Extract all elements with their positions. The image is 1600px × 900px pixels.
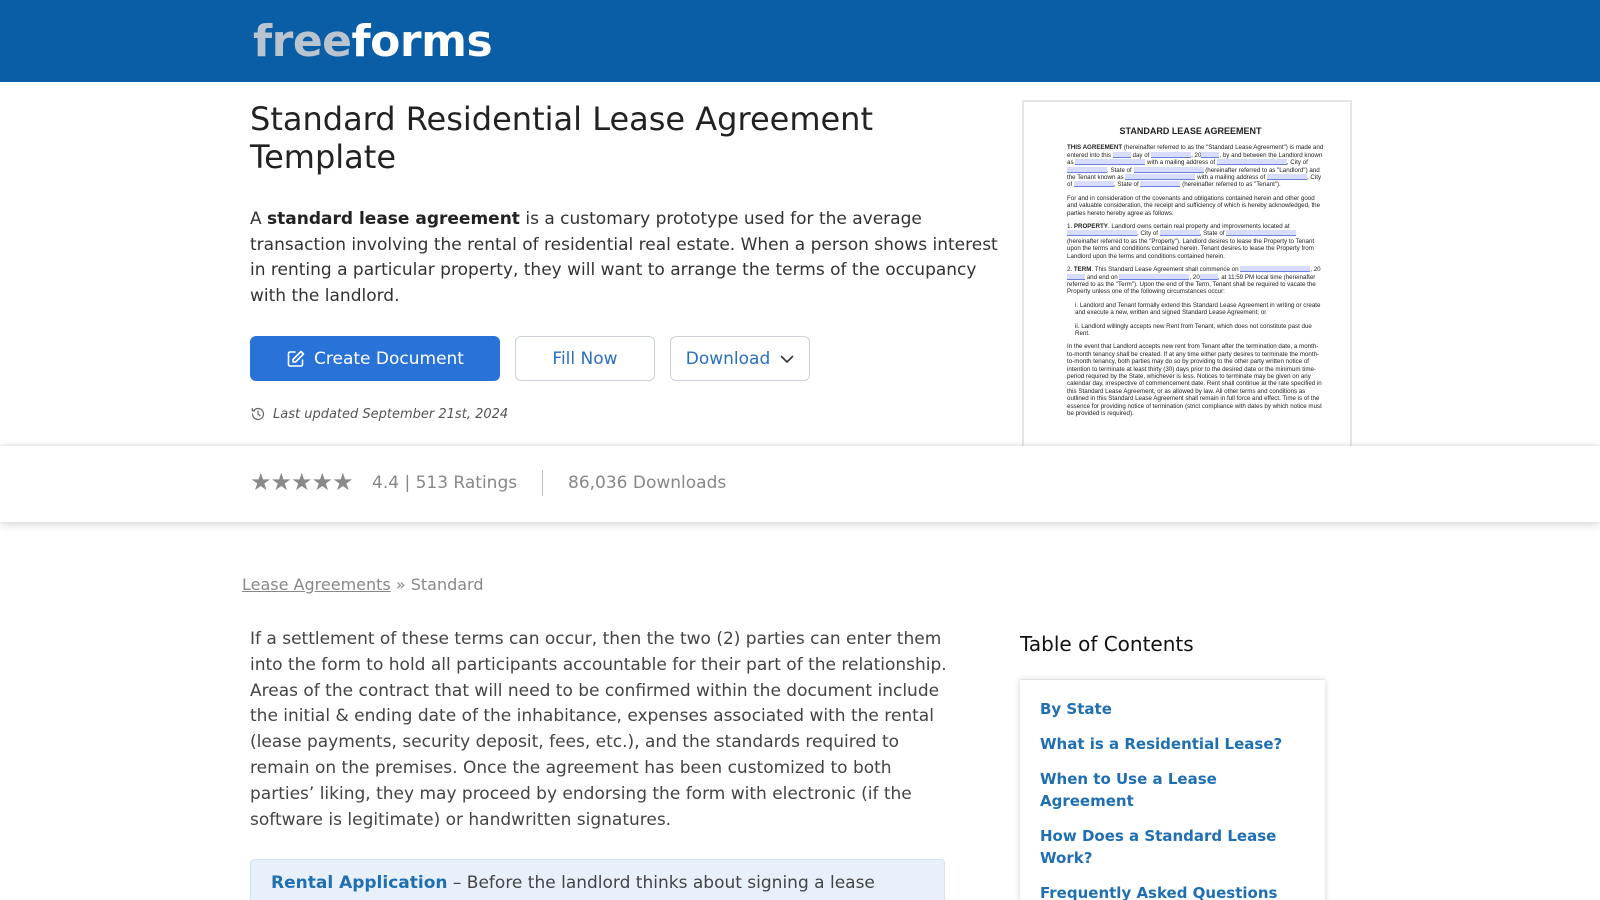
preview-p4-num: 2.	[1067, 266, 1074, 274]
history-icon	[250, 406, 266, 422]
preview-p4-rest: , at 11:59 PM local time (hereinafter referred to as the "Term"). Upon the end of the Term, Tenant shall be required to vacate the Property unless one of the following circumstances occur:	[1067, 273, 1316, 296]
logo-forms-text: forms	[351, 16, 493, 67]
toc-link-how-does-it-work[interactable]: How Does a Standard Lease Work?	[1040, 827, 1277, 867]
preview-p1-day: day of	[1132, 151, 1150, 159]
site-header	[0, 0, 1600, 82]
document-preview[interactable]	[1022, 100, 1352, 450]
edit-icon	[286, 349, 306, 369]
create-document-button[interactable]	[250, 336, 500, 381]
download-label: Download	[685, 348, 771, 369]
preview-p3-rest: (hereinafter referred to as the "Property"). Landlord desires to lease the Property to Tenant upon the terms and conditions contained herein. Tenant desires to lease the Property from Landlord upon the terms and conditions contained herein.	[1067, 237, 1315, 260]
fill-now-button[interactable]	[515, 336, 655, 381]
toc-link-by-state[interactable]: By State	[1040, 700, 1112, 718]
preview-p1-landlord: (hereinafter referred to as "Landlord") and the Tenant known as	[1067, 166, 1320, 182]
preview-p1-mailing2: with a mailing address of	[1197, 174, 1266, 182]
preview-p1-tenant: (hereinafter referred to as "Tenant").	[1182, 181, 1281, 189]
preview-p4-year2: , 20	[1189, 273, 1200, 281]
stats-bar	[0, 446, 1600, 522]
content-paragraph: If a settlement of these terms can occur, then the two (2) parties can enter them into the form to hold all participants accountable for their part of the relationship. Areas of the contract that will need to be confirmed within the document include the initial & ending date of the inhabitance, expenses associated with the rental (lease payments, security deposit, fees, etc.), and the standards required to remain on the premises. Once the agreement has been customized to both parties’ liking, they may proceed by endorsing the form with electronic (if the software is legitimate) or handwritten signatures.	[250, 629, 947, 830]
preview-paragraph-2: For and in consideration of the covenants and obligations contained herein and other good and valuable consideration, the receipt and sufficiency of which is hereby acknowledged, the parties hereto hereby agree as follows:	[1067, 194, 1321, 217]
preview-p4-text: . This Standard Lease Agreement shall commence on	[1091, 266, 1239, 274]
intro-paragraph	[250, 207, 1010, 309]
preview-p1-year: , 20	[1191, 151, 1202, 159]
preview-paragraph-5: i. Landlord and Tenant formally extend this Standard Lease Agreement in writing or create and execute a new, written and signed Standard Lease Agreement; or	[1075, 301, 1321, 317]
last-updated-text: Last updated September 21st, 2024	[273, 406, 509, 422]
create-document-label: Create Document	[314, 348, 464, 369]
callout-text: – Before the landlord thinks about signing a lease	[447, 873, 875, 893]
preview-p1-state: , State of	[1107, 166, 1132, 174]
breadcrumb-current: Standard	[410, 575, 484, 594]
preview-p1-mailing: with a mailing address of	[1147, 159, 1216, 167]
preview-paragraph-3	[1067, 223, 1324, 260]
last-updated	[250, 406, 508, 422]
toc-link-faq[interactable]: Frequently Asked Questions	[1040, 884, 1278, 900]
fill-now-label: Fill Now	[552, 348, 618, 369]
table-of-contents	[1020, 679, 1325, 900]
preview-p1-state2: , State of	[1113, 181, 1139, 189]
breadcrumb	[242, 575, 484, 594]
download-button[interactable]	[670, 336, 810, 381]
intro-bold: standard lease agreement	[267, 209, 520, 229]
preview-p1-bold: THIS AGREEMENT	[1067, 144, 1123, 152]
preview-paragraph-1	[1067, 144, 1324, 188]
preview-p3-city: , City of	[1137, 230, 1158, 238]
site-logo[interactable]	[253, 16, 492, 68]
logo-free-text: free	[253, 16, 352, 67]
rental-application-link[interactable]: Rental Application	[271, 873, 448, 893]
preview-p1-between: , by and between the Landlord known as	[1067, 151, 1323, 167]
breadcrumb-separator: »	[390, 575, 411, 594]
preview-p3-bold: PROPERTY	[1073, 223, 1108, 231]
preview-paragraph-6: ii. Landlord willingly accepts new Rent from Tenant, which does not constitute past due Rent.	[1075, 322, 1312, 337]
preview-p3-text: . Landlord owns certain real property and improvements located at	[1107, 223, 1290, 231]
intro-rest: is a customary prototype used for the average transaction involving the rental of residential real estate. When a person shows interest in renting a particular property, they will want to arrange the terms of the occupancy with the landlord.	[250, 209, 998, 306]
preview-p1-city: , City of	[1286, 159, 1308, 167]
toc-link-what-is-residential-lease[interactable]: What is a Residential Lease?	[1040, 735, 1283, 753]
rating-summary: 4.4 | 513 Ratings	[372, 473, 518, 493]
document-preview-title: STANDARD LEASE AGREEMENT	[1119, 126, 1262, 136]
rating-stars[interactable]: ★★★★★	[250, 468, 353, 496]
breadcrumb-link-lease-agreements[interactable]: Lease Agreements	[242, 575, 391, 594]
chevron-down-icon	[780, 354, 794, 364]
preview-p1-text: (hereinafter referred to as the "Standard Lease Agreement") is made and entered into this	[1067, 144, 1324, 159]
preview-p4-end: and end on	[1086, 273, 1118, 281]
preview-p3-state: , State of	[1199, 230, 1225, 238]
preview-paragraph-7: In the event that Landlord accepts new rent from Tenant after the termination date, a month-to-month tenancy shall be created. If at any time either party desires to terminate the month-to-month tenancy, both parties may do so by providing to the other party written notice of intention to terminate at least thirty (30) days prior to the desired date or the minimum time-period required by the State, whichever is less. Notices to terminate may be given on any calendar day, irrespective of commencement date. Rent shall continue at the rate specified in this Standard Lease Agreement, or as allowed by law. All other terms and conditions as outlined in this Standard Lease Agreement shall remain in full force and effect. Time is of the essence for providing notice of termination (strict compliance with dates by which notice must be provided is required).	[1067, 343, 1322, 417]
preview-p4-year: , 20	[1310, 266, 1321, 274]
preview-paragraph-4	[1067, 266, 1324, 296]
document-preview-content	[1024, 102, 1350, 417]
preview-p1-city2: , City of	[1067, 174, 1322, 189]
toc-heading: Table of Contents	[1020, 632, 1194, 656]
preview-p3-num: 1.	[1067, 223, 1074, 231]
rental-application-callout	[250, 859, 945, 900]
page-title: Standard Residential Lease Agreement Template	[250, 100, 873, 176]
preview-p4-bold: TERM	[1073, 266, 1092, 274]
download-count: 86,036 Downloads	[568, 473, 727, 493]
intro-prefix: A	[250, 209, 268, 229]
toc-link-when-to-use[interactable]: When to Use a Lease Agreement	[1040, 770, 1217, 810]
stats-divider	[542, 470, 543, 496]
